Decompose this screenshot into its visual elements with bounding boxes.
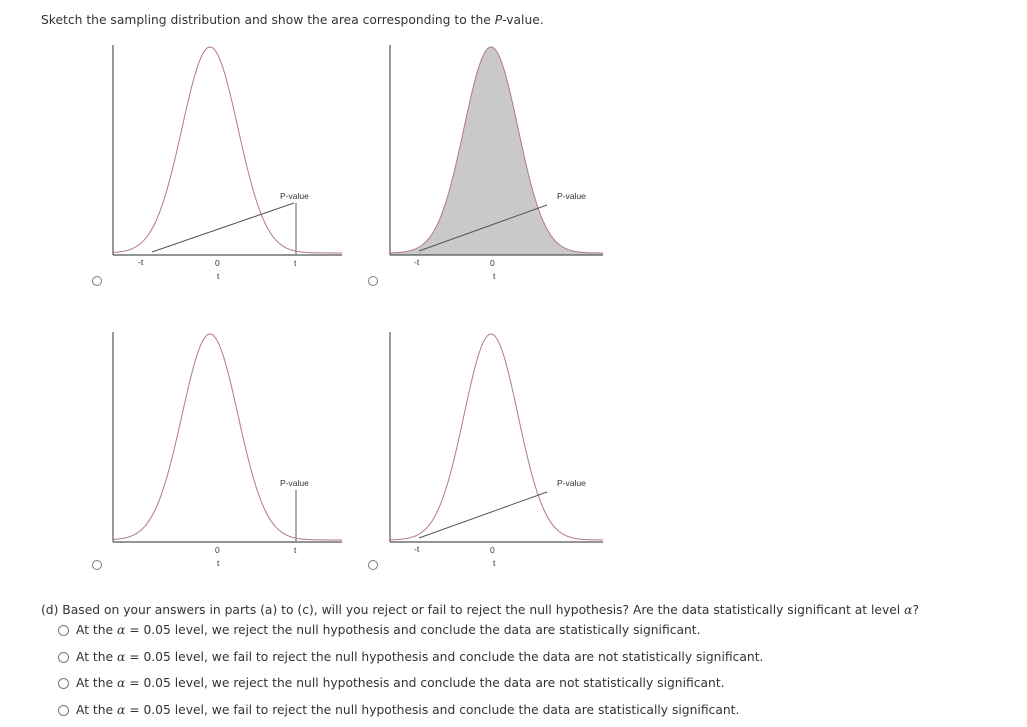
plot-b-svg [387, 45, 627, 285]
tick-label-zero: 0 [490, 258, 495, 268]
choice-3-rest: = 0.05 level, we reject the null hypothesis and conclude the data are not statistically significant. [125, 676, 725, 690]
choice-3-prefix: At the [76, 676, 118, 690]
plot-a [110, 45, 350, 285]
choice-2[interactable] [58, 649, 763, 665]
choice-4-radio[interactable] [58, 705, 69, 716]
choice-4-prefix: At the [76, 703, 118, 717]
choice-2-alpha: α [117, 650, 126, 664]
choice-2-prefix: At the [76, 650, 118, 664]
plot-a-svg [110, 45, 350, 285]
tick-label-zero: 0 [490, 545, 495, 555]
plot-c-radio[interactable] [92, 560, 102, 570]
choice-3-radio[interactable] [58, 678, 69, 689]
choice-2-radio[interactable] [58, 652, 69, 663]
choice-1-rest: = 0.05 level, we reject the null hypothesis and conclude the data are statistically significant. [125, 623, 701, 637]
pvalue-label: P-value [280, 478, 309, 488]
density-curve [113, 47, 342, 253]
density-curve [390, 334, 603, 540]
choice-1-alpha: α [117, 623, 126, 637]
question-mark: ? [912, 603, 919, 617]
question-d [41, 603, 919, 617]
choice-1-prefix: At the [76, 623, 118, 637]
tick-label-neg-t: -t [414, 257, 420, 267]
choice-3[interactable] [58, 675, 725, 691]
instruction-pvalue-term: P [494, 13, 503, 27]
alpha-symbol: α [904, 603, 913, 617]
plot-c [110, 332, 350, 572]
tick-label-neg-t: -t [138, 257, 144, 267]
plot-c-svg [110, 332, 350, 572]
choice-1[interactable] [58, 622, 701, 638]
plot-b-radio[interactable] [368, 276, 378, 286]
question-text: (d) Based on your answers in parts (a) to (c), will you reject or fail to reject the null hypothesis? Are the data statistically significant at level [41, 603, 905, 617]
pvalue-label: P-value [557, 191, 586, 201]
x-axis-label: t [217, 558, 220, 568]
pvalue-label: P-value [557, 478, 586, 488]
plot-b [387, 45, 627, 285]
choice-1-radio[interactable] [58, 625, 69, 636]
density-curve [113, 334, 342, 540]
tick-label-zero: 0 [215, 545, 220, 555]
tick-label-t: t [294, 258, 297, 268]
pvalue-pointer-line [419, 492, 547, 538]
plot-d-svg [387, 332, 627, 572]
choice-2-rest: = 0.05 level, we fail to reject the null hypothesis and conclude the data are not statistically significant. [125, 650, 764, 664]
x-axis-label: t [217, 271, 220, 281]
choice-4-alpha: α [117, 703, 126, 717]
choice-2-label [76, 650, 763, 664]
pvalue-shaded-area [390, 47, 603, 255]
instruction-text [41, 13, 544, 27]
x-axis-label: t [493, 271, 496, 281]
tick-label-t: t [294, 545, 297, 555]
choice-3-alpha: α [117, 676, 126, 690]
pvalue-pointer-line [152, 203, 294, 252]
instruction-suffix: -value. [502, 13, 544, 27]
tick-label-zero: 0 [215, 258, 220, 268]
choice-4[interactable] [58, 702, 739, 718]
choice-4-rest: = 0.05 level, we fail to reject the null hypothesis and conclude the data are statistically significant. [125, 703, 740, 717]
plot-d [387, 332, 627, 572]
x-axis-label: t [493, 558, 496, 568]
plot-a-radio[interactable] [92, 276, 102, 286]
choice-3-label [76, 676, 725, 690]
instruction-prefix: Sketch the sampling distribution and show the area corresponding to the [41, 13, 495, 27]
tick-label-neg-t: -t [414, 544, 420, 554]
choice-4-label [76, 703, 739, 717]
plot-d-radio[interactable] [368, 560, 378, 570]
pvalue-label: P-value [280, 191, 309, 201]
choice-1-label [76, 623, 701, 637]
